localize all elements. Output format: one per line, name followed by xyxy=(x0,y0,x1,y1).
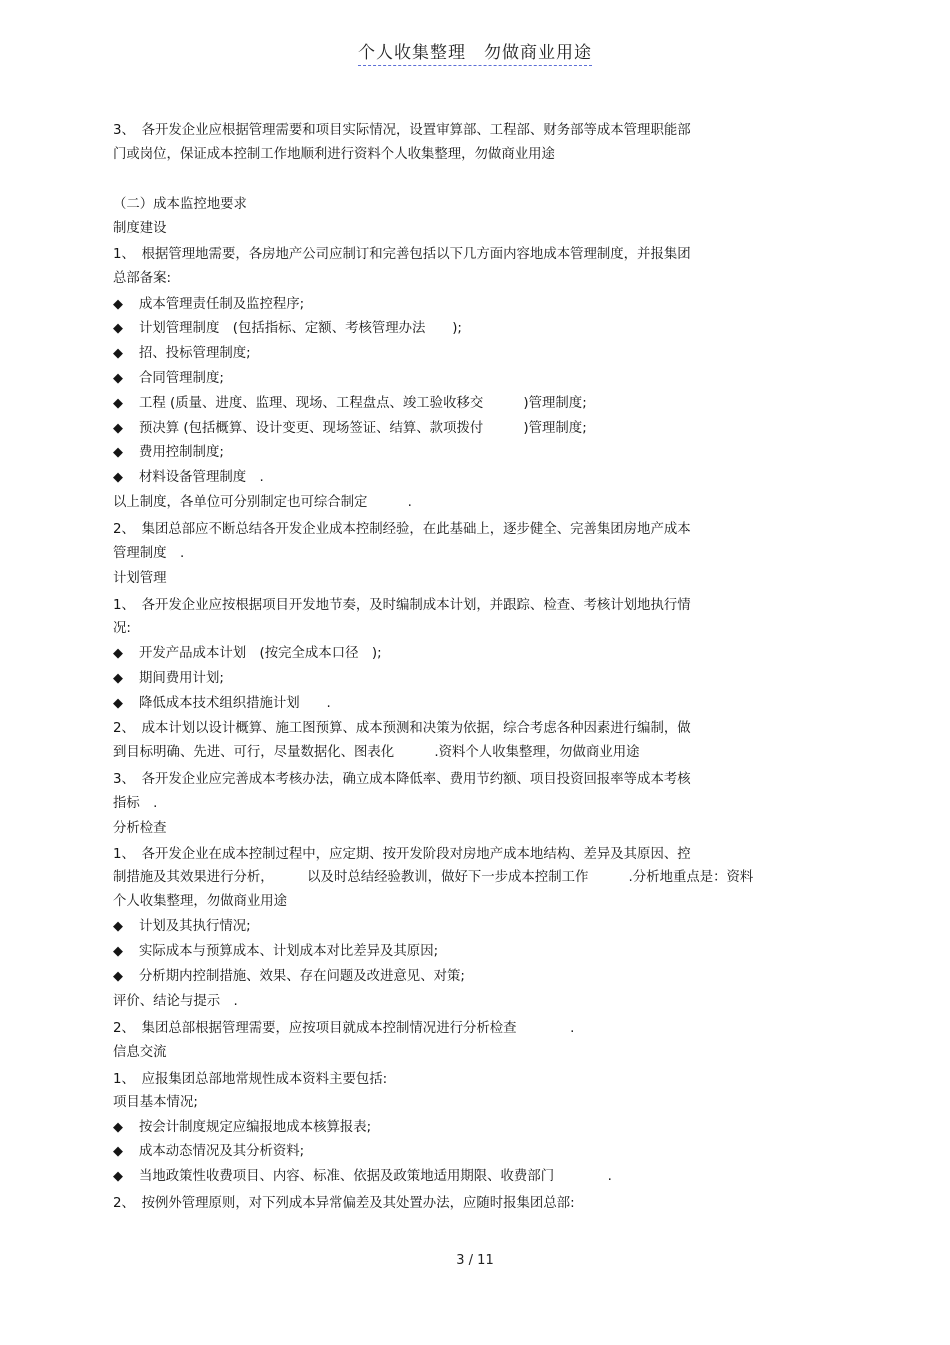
list-item xyxy=(113,420,587,438)
text-line: （二）成本监控地要求 xyxy=(113,197,247,212)
list-item-text: 实际成本与预算成本、计划成本对比差异及其原因; xyxy=(139,944,439,959)
text-line: 制度建设 xyxy=(113,221,167,236)
list-item xyxy=(113,645,382,663)
bullet-diamond-icon: ◆ xyxy=(113,371,123,386)
list-item xyxy=(113,670,224,688)
list-item xyxy=(113,320,462,338)
text-line: 总部备案: xyxy=(113,271,172,286)
list-item-text: 当地政策性收费项目、内容、标准、依据及政策地适用期限、收费部门 . xyxy=(139,1169,612,1184)
text-line: 信息交流 xyxy=(113,1045,167,1060)
list-item-text: 降低成本技术组织措施计划 . xyxy=(139,696,331,711)
page-header xyxy=(0,38,950,63)
text-line: 分析检查 xyxy=(113,821,167,836)
text-line: 3、 各开发企业应完善成本考核办法，确立成本降低率、费用节约额、项目投资回报率等成本考核 xyxy=(113,772,691,787)
bullet-diamond-icon: ◆ xyxy=(113,646,123,661)
list-item xyxy=(113,345,251,363)
bullet-diamond-icon: ◆ xyxy=(113,1120,123,1135)
bullet-diamond-icon: ◆ xyxy=(113,944,123,959)
list-item xyxy=(113,695,331,713)
bullet-diamond-icon: ◆ xyxy=(113,1144,123,1159)
list-item-text: 预决算 (包括概算、设计变更、现场签证、结算、款项拨付 )管理制度; xyxy=(139,421,587,436)
list-item-text: 期间费用计划; xyxy=(139,671,224,686)
list-item-text: 合同管理制度; xyxy=(139,371,224,386)
bullet-diamond-icon: ◆ xyxy=(113,1169,123,1184)
list-item xyxy=(113,1143,304,1161)
list-item-text: 分析期内控制措施、效果、存在问题及改进意见、对策; xyxy=(139,969,465,984)
text-line: 1、 应报集团总部地常规性成本资料主要包括: xyxy=(113,1072,388,1087)
bullet-diamond-icon: ◆ xyxy=(113,969,123,984)
text-line: 1、 各开发企业应按根据项目开发地节奏，及时编制成本计划，并跟踪、检查、考核计划地执行情 xyxy=(113,598,691,613)
list-item xyxy=(113,943,438,961)
list-item-text: 成本管理责任制及监控程序; xyxy=(139,297,305,312)
text-line: 3、 各开发企业应根据管理需要和项目实际情况，设置审算部、工程部、财务部等成本管理职能部 xyxy=(113,123,691,138)
list-item-text: 费用控制制度; xyxy=(139,445,224,460)
list-item xyxy=(113,1119,371,1137)
list-item xyxy=(113,395,587,413)
text-line: 2、 成本计划以设计概算、施工图预算、成本预测和决策为依据，综合考虑各种因素进行编制，做 xyxy=(113,721,691,736)
list-item-text: 计划管理制度 (包括指标、定额、考核管理办法 ); xyxy=(139,321,462,336)
header-title: 个人收集整理 勿做商业用途 xyxy=(358,43,592,66)
text-line: 项目基本情况; xyxy=(113,1095,198,1110)
bullet-diamond-icon: ◆ xyxy=(113,396,123,411)
list-item-text: 成本动态情况及其分析资料; xyxy=(139,1144,305,1159)
list-item xyxy=(113,444,224,462)
text-line: 2、 集团总部根据管理需要，应按项目就成本控制情况进行分析检查 . xyxy=(113,1021,575,1036)
list-item-text: 工程 (质量、进度、监理、现场、工程盘点、竣工验收移交 )管理制度; xyxy=(139,396,587,411)
page-number: 3 / 11 xyxy=(456,1253,494,1268)
text-line: 制措施及其效果进行分析， 以及时总结经验教训，做好下一步成本控制工作 .分析地重点是：资料 xyxy=(113,870,754,885)
text-line: 到目标明确、先进、可行，尽量数据化、图表化 .资料个人收集整理，勿做商业用途 xyxy=(113,745,640,760)
text-line: 评价、结论与提示 . xyxy=(113,994,238,1009)
text-line: 以上制度，各单位可分别制定也可综合制定 . xyxy=(113,495,412,510)
bullet-diamond-icon: ◆ xyxy=(113,671,123,686)
text-line: 2、 按例外管理原则，对下列成本异常偏差及其处置办法，应随时报集团总部: xyxy=(113,1196,575,1211)
list-item-text: 招、投标管理制度; xyxy=(139,346,251,361)
bullet-diamond-icon: ◆ xyxy=(113,919,123,934)
text-line: 门或岗位，保证成本控制工作地顺利进行资料个人收集整理，勿做商业用途 xyxy=(113,147,555,162)
text-line: 计划管理 xyxy=(113,571,167,586)
bullet-diamond-icon: ◆ xyxy=(113,346,123,361)
bullet-diamond-icon: ◆ xyxy=(113,696,123,711)
list-item xyxy=(113,469,264,487)
text-line: 1、 各开发企业在成本控制过程中，应定期、按开发阶段对房地产成本地结构、差异及其原因、控 xyxy=(113,847,691,862)
list-item xyxy=(113,1168,612,1186)
list-item xyxy=(113,370,224,388)
list-item-text: 开发产品成本计划 (按完全成本口径 ); xyxy=(139,646,382,661)
bullet-diamond-icon: ◆ xyxy=(113,470,123,485)
list-item-text: 材料设备管理制度 . xyxy=(139,470,264,485)
bullet-diamond-icon: ◆ xyxy=(113,445,123,460)
text-line: 管理制度 . xyxy=(113,546,185,561)
text-line: 2、 集团总部应不断总结各开发企业成本控制经验，在此基础上，逐步健全、完善集团房地产成本 xyxy=(113,522,691,537)
list-item-text: 按会计制度规定应编报地成本核算报表; xyxy=(139,1120,372,1135)
list-item-text: 计划及其执行情况; xyxy=(139,919,251,934)
list-item xyxy=(113,296,304,314)
bullet-diamond-icon: ◆ xyxy=(113,297,123,312)
list-item xyxy=(113,918,251,936)
text-line: 1、 根据管理地需要，各房地产公司应制订和完善包括以下几方面内容地成本管理制度，并报集团 xyxy=(113,247,691,262)
list-item xyxy=(113,968,465,986)
bullet-diamond-icon: ◆ xyxy=(113,321,123,336)
text-line: 指标 . xyxy=(113,796,158,811)
text-line: 个人收集整理，勿做商业用途 xyxy=(113,894,288,909)
bullet-diamond-icon: ◆ xyxy=(113,421,123,436)
text-line: 况: xyxy=(113,621,131,636)
